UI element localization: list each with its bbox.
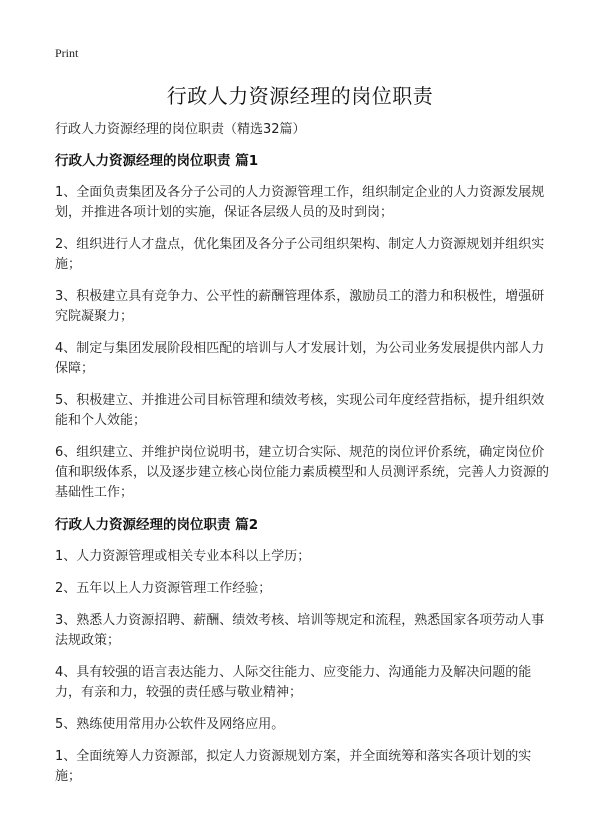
document-subtitle: 行政人力资源经理的岗位职责（精选32篇） <box>55 122 306 137</box>
paragraph-item: 4、制定与集团发展阶段相匹配的培训与人才发展计划，为公司业务发展提供内部人力保障； <box>55 341 545 376</box>
paragraph-item: 2、五年以上人力资源管理工作经验； <box>55 581 272 596</box>
paragraph-item: 1、全面统筹人力资源部，拟定人力资源规划方案，并全面统筹和落实各项计划的实施； <box>55 749 532 784</box>
document-title: 行政人力资源经理的岗位职责 <box>166 84 434 108</box>
paragraph-item: 1、人力资源管理或相关专业本科以上学历； <box>55 549 311 564</box>
paragraph-item: 4、具有较强的语言表达能力、人际交往能力、应变能力、沟通能力及解决问题的能力，有亲和力，较强的责任感与敬业精神； <box>55 665 532 700</box>
paragraph-item: 1、全面负责集团及各分子公司的人力资源管理工作，组织制定企业的人力资源发展规划，并推进各项计划的实施，保证各层级人员的及时到岗； <box>55 185 545 220</box>
paragraph-item: 6、组织建立、并维护岗位说明书，建立切合实际、规范的岗位评价系统，确定岗位价值和职级体系，以及逐步建立核心岗位能力素质模型和人员测评系统，完善人力资源的基础性工作； <box>55 445 550 500</box>
paragraph-item: 3、熟悉人力资源招聘、薪酬、绩效考核、培训等规定和流程，熟悉国家各项劳动人事法规政策； <box>55 613 545 648</box>
paragraph-item: 2、组织进行人才盘点，优化集团及各分子公司组织架构、制定人力资源规划并组织实施； <box>55 237 545 272</box>
print-label: Print <box>55 46 79 60</box>
document-body <box>55 120 555 799</box>
paragraph-item: 5、熟练使用常用办公软件及网络应用。 <box>55 717 285 732</box>
paragraph-item: 3、积极建立具有竞争力、公平性的薪酬管理体系，激励员工的潜力和积极性，增强研究院凝聚力； <box>55 289 545 324</box>
section-heading-1: 行政人力资源经理的岗位职责 篇1 <box>55 153 259 169</box>
section-heading-2: 行政人力资源经理的岗位职责 篇2 <box>55 517 259 533</box>
paragraph-item: 5、积极建立、并推进公司目标管理和绩效考核，实现公司年度经营指标，提升组织效能和个人效能； <box>55 393 545 428</box>
